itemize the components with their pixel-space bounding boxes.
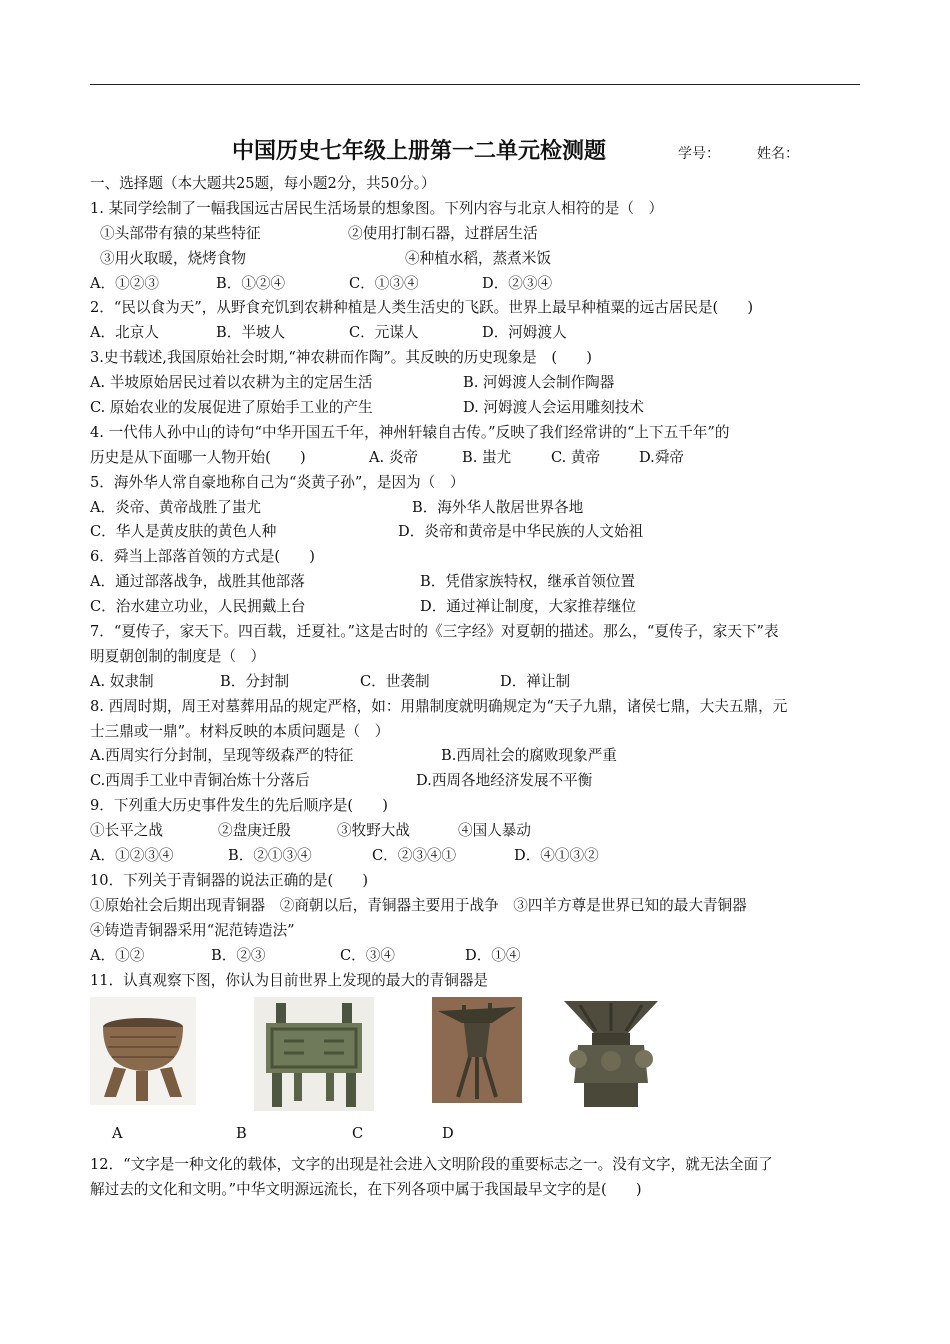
q1-options <box>90 272 860 297</box>
q9-event-3: ③牧野大战 <box>337 822 410 840</box>
q1-option-b: B．①②④ <box>216 274 286 292</box>
square-ding-image <box>254 997 374 1111</box>
q2-option-c: C．元谋人 <box>349 324 419 342</box>
q1-statement-3: ③用火取暖，烧烤食物 <box>100 249 246 267</box>
q1-stem: 1. 某同学绘制了一幅我国远古居民生活场景的想象图。下列内容与北京人相符的是（ ） <box>90 199 664 217</box>
q5-option-a: A．炎帝、黄帝战胜了蚩尤 <box>90 498 262 516</box>
q9-option-a: A．①②③④ <box>90 847 174 865</box>
q11-label-b: B <box>236 1125 247 1143</box>
q9-event-4: ④国人暴动 <box>458 822 531 840</box>
q8-stem-line2: 士三鼎或一鼎”。材料反映的本质问题是（ ） <box>90 722 390 740</box>
q6-options-row1 <box>90 570 860 595</box>
q1-statements-row1 <box>90 222 860 247</box>
q10-option-a: A．①② <box>90 946 145 964</box>
q8-option-d: D.西周各地经济发展不平衡 <box>416 772 593 790</box>
q11-label-d: D <box>442 1125 454 1143</box>
q4-option-a: A. 炎帝 <box>369 448 419 466</box>
q4-stem-line1: 4. 一代伟人孙中山的诗句“中华开国五千年，神州轩辕自古传。”反映了我们经常讲的“上下五千年”的 <box>90 423 730 441</box>
q6-option-a: A．通过部落战争，战胜其他部落 <box>90 573 305 591</box>
q11-stem: 11．认真观察下图，你认为目前世界上发现的最大的青铜器是 <box>90 971 489 989</box>
section-heading: 一、选择题（本大题共25题，每小题2分，共50分。） <box>90 175 436 192</box>
q9-option-c: C．②③④① <box>372 847 457 865</box>
q1-statement-2: ②使用打制石器，过群居生活 <box>348 224 538 242</box>
q5-option-d: D．炎帝和黄帝是中华民族的人文始祖 <box>398 523 644 541</box>
q3-options-row2 <box>90 396 860 421</box>
q10-options <box>90 944 860 969</box>
q11-label-c: C <box>352 1125 364 1143</box>
q3-option-b: B. 河姆渡人会制作陶器 <box>463 374 615 392</box>
q8-options-row1 <box>90 744 860 769</box>
q5-options-row2 <box>90 520 860 545</box>
q5-option-b: B．海外华人散居世界各地 <box>412 498 584 516</box>
q6-stem: 6．舜当上部落首领的方式是( ) <box>90 548 315 566</box>
q10-stem: 10．下列关于青铜器的说法正确的是( ) <box>90 871 369 889</box>
q2-options <box>90 321 860 346</box>
q5-stem: 5．海外华人常自豪地称自己为“炎黄子孙”，是因为（ ） <box>90 473 465 491</box>
q11-images <box>90 997 860 1117</box>
q4-stem-line2 <box>90 446 860 471</box>
q2-option-a: A．北京人 <box>90 324 159 342</box>
q2-stem: 2．“民以食为天”，从野食充饥到农耕种植是人类生活史的飞跃。世界上最早种植粟的远古居民是( ) <box>90 299 754 317</box>
q6-option-d: D．通过禅让制度，大家推荐继位 <box>420 598 637 616</box>
q9-event-2: ②盘庚迁殷 <box>218 822 291 840</box>
q1-option-d: D．②③④ <box>482 274 553 292</box>
q9-event-1: ①长平之战 <box>90 822 163 840</box>
q12-stem-line2: 解过去的文化和文明。”中华文明源远流长，在下列各项中属于我国最早文字的是( ) <box>90 1181 642 1199</box>
name-label: 姓名： <box>757 146 799 162</box>
q1-statement-1: ①头部带有猿的某些特征 <box>100 224 261 242</box>
q1-statements-row2 <box>90 247 860 272</box>
q10-option-d: D．①④ <box>465 946 521 964</box>
q9-options <box>90 844 860 869</box>
q9-option-b: B．②①③④ <box>228 847 312 865</box>
q1-statement-4: ④种植水稻，蒸煮米饭 <box>405 249 551 267</box>
q11-label-a: A <box>112 1125 123 1143</box>
q4-option-d: D.舜帝 <box>639 448 685 466</box>
q10-statements-line2: ④铸造青铜器采用“泥范铸造法” <box>90 921 295 939</box>
q7-stem-line2: 明夏朝创制的制度是（ ） <box>90 647 266 665</box>
q7-option-a: A. 奴隶制 <box>90 672 154 690</box>
q3-options-row1 <box>90 371 860 396</box>
q10-statements-line1: ①原始社会后期出现青铜器 ②商朝以后，青铜器主要用于战争 ③四羊方尊是世界已知的最大青铜器 <box>90 896 747 914</box>
q6-option-c: C．治水建立功业，人民拥戴上台 <box>90 598 306 616</box>
q8-option-a: A.西周实行分封制，呈现等级森严的特征 <box>90 747 354 765</box>
student-no-label: 学号： <box>678 146 720 162</box>
q4-option-b: B. 蚩尤 <box>462 448 512 466</box>
header-rule <box>90 84 860 85</box>
q6-options-row2 <box>90 595 860 620</box>
q8-option-c: C.西周手工业中青铜冶炼十分落后 <box>90 772 310 790</box>
q1-option-c: C．①③④ <box>349 274 419 292</box>
four-ram-zun-image <box>556 997 666 1111</box>
q9-stem: 9．下列重大历史事件发生的先后顺序是( ) <box>90 797 388 815</box>
q3-option-c: C. 原始农业的发展促进了原始手工业的产生 <box>90 399 373 417</box>
q1-option-a: A．①②③ <box>90 274 159 292</box>
q9-events <box>90 819 860 844</box>
jue-vessel-image <box>432 997 522 1103</box>
q8-option-b: B.西周社会的腐败现象严重 <box>441 747 617 765</box>
q5-option-c: C．华人是黄皮肤的黄色人种 <box>90 523 277 541</box>
q3-option-a: A. 半坡原始居民过着以农耕为主的定居生活 <box>90 374 373 392</box>
q4-option-c: C. 黄帝 <box>551 448 601 466</box>
q10-option-c: C．③④ <box>340 946 395 964</box>
q8-options-row2 <box>90 769 860 794</box>
q2-option-d: D．河姆渡人 <box>482 324 567 342</box>
title-row <box>90 134 860 168</box>
q8-stem-line1: 8. 西周时期，周王对墓葬用品的规定严格，如：用鼎制度就明确规定为“天子九鼎，诸侯七鼎，大夫五鼎，元 <box>90 697 788 715</box>
q9-option-d: D．④①③② <box>514 847 599 865</box>
q3-stem: 3.史书载述,我国原始社会时期,“神农耕而作陶”。其反映的历史现象是 ( ) <box>90 349 592 367</box>
pottery-tripod-image <box>90 997 196 1105</box>
q5-options-row1 <box>90 496 860 521</box>
q2-option-b: B．半坡人 <box>216 324 286 342</box>
q7-option-b: B．分封制 <box>220 672 290 690</box>
page-title: 中国历史七年级上册第一二单元检测题 <box>232 139 607 164</box>
q11-image-labels <box>90 1117 860 1153</box>
q12-stem-line1: 12．“文字是一种文化的载体，文字的出现是社会进入文明阶段的重要标志之一。没有文字，就无法全面了 <box>90 1156 773 1174</box>
exam-content <box>90 172 860 1203</box>
q6-option-b: B．凭借家族特权，继承首领位置 <box>420 573 636 591</box>
q7-stem-line1: 7．“夏传子，家天下。四百载，迁夏社。”这是古时的《三字经》对夏朝的描述。那么，“夏传子，家天下”表 <box>90 623 779 641</box>
q7-options <box>90 670 860 695</box>
q7-option-d: D．禅让制 <box>500 672 571 690</box>
q3-option-d: D. 河姆渡人会运用雕刻技术 <box>463 399 644 417</box>
q10-option-b: B．②③ <box>211 946 266 964</box>
q7-option-c: C．世袭制 <box>360 672 430 690</box>
q4-stem-tail: 历史是从下面哪一人物开始( ) <box>90 448 306 466</box>
